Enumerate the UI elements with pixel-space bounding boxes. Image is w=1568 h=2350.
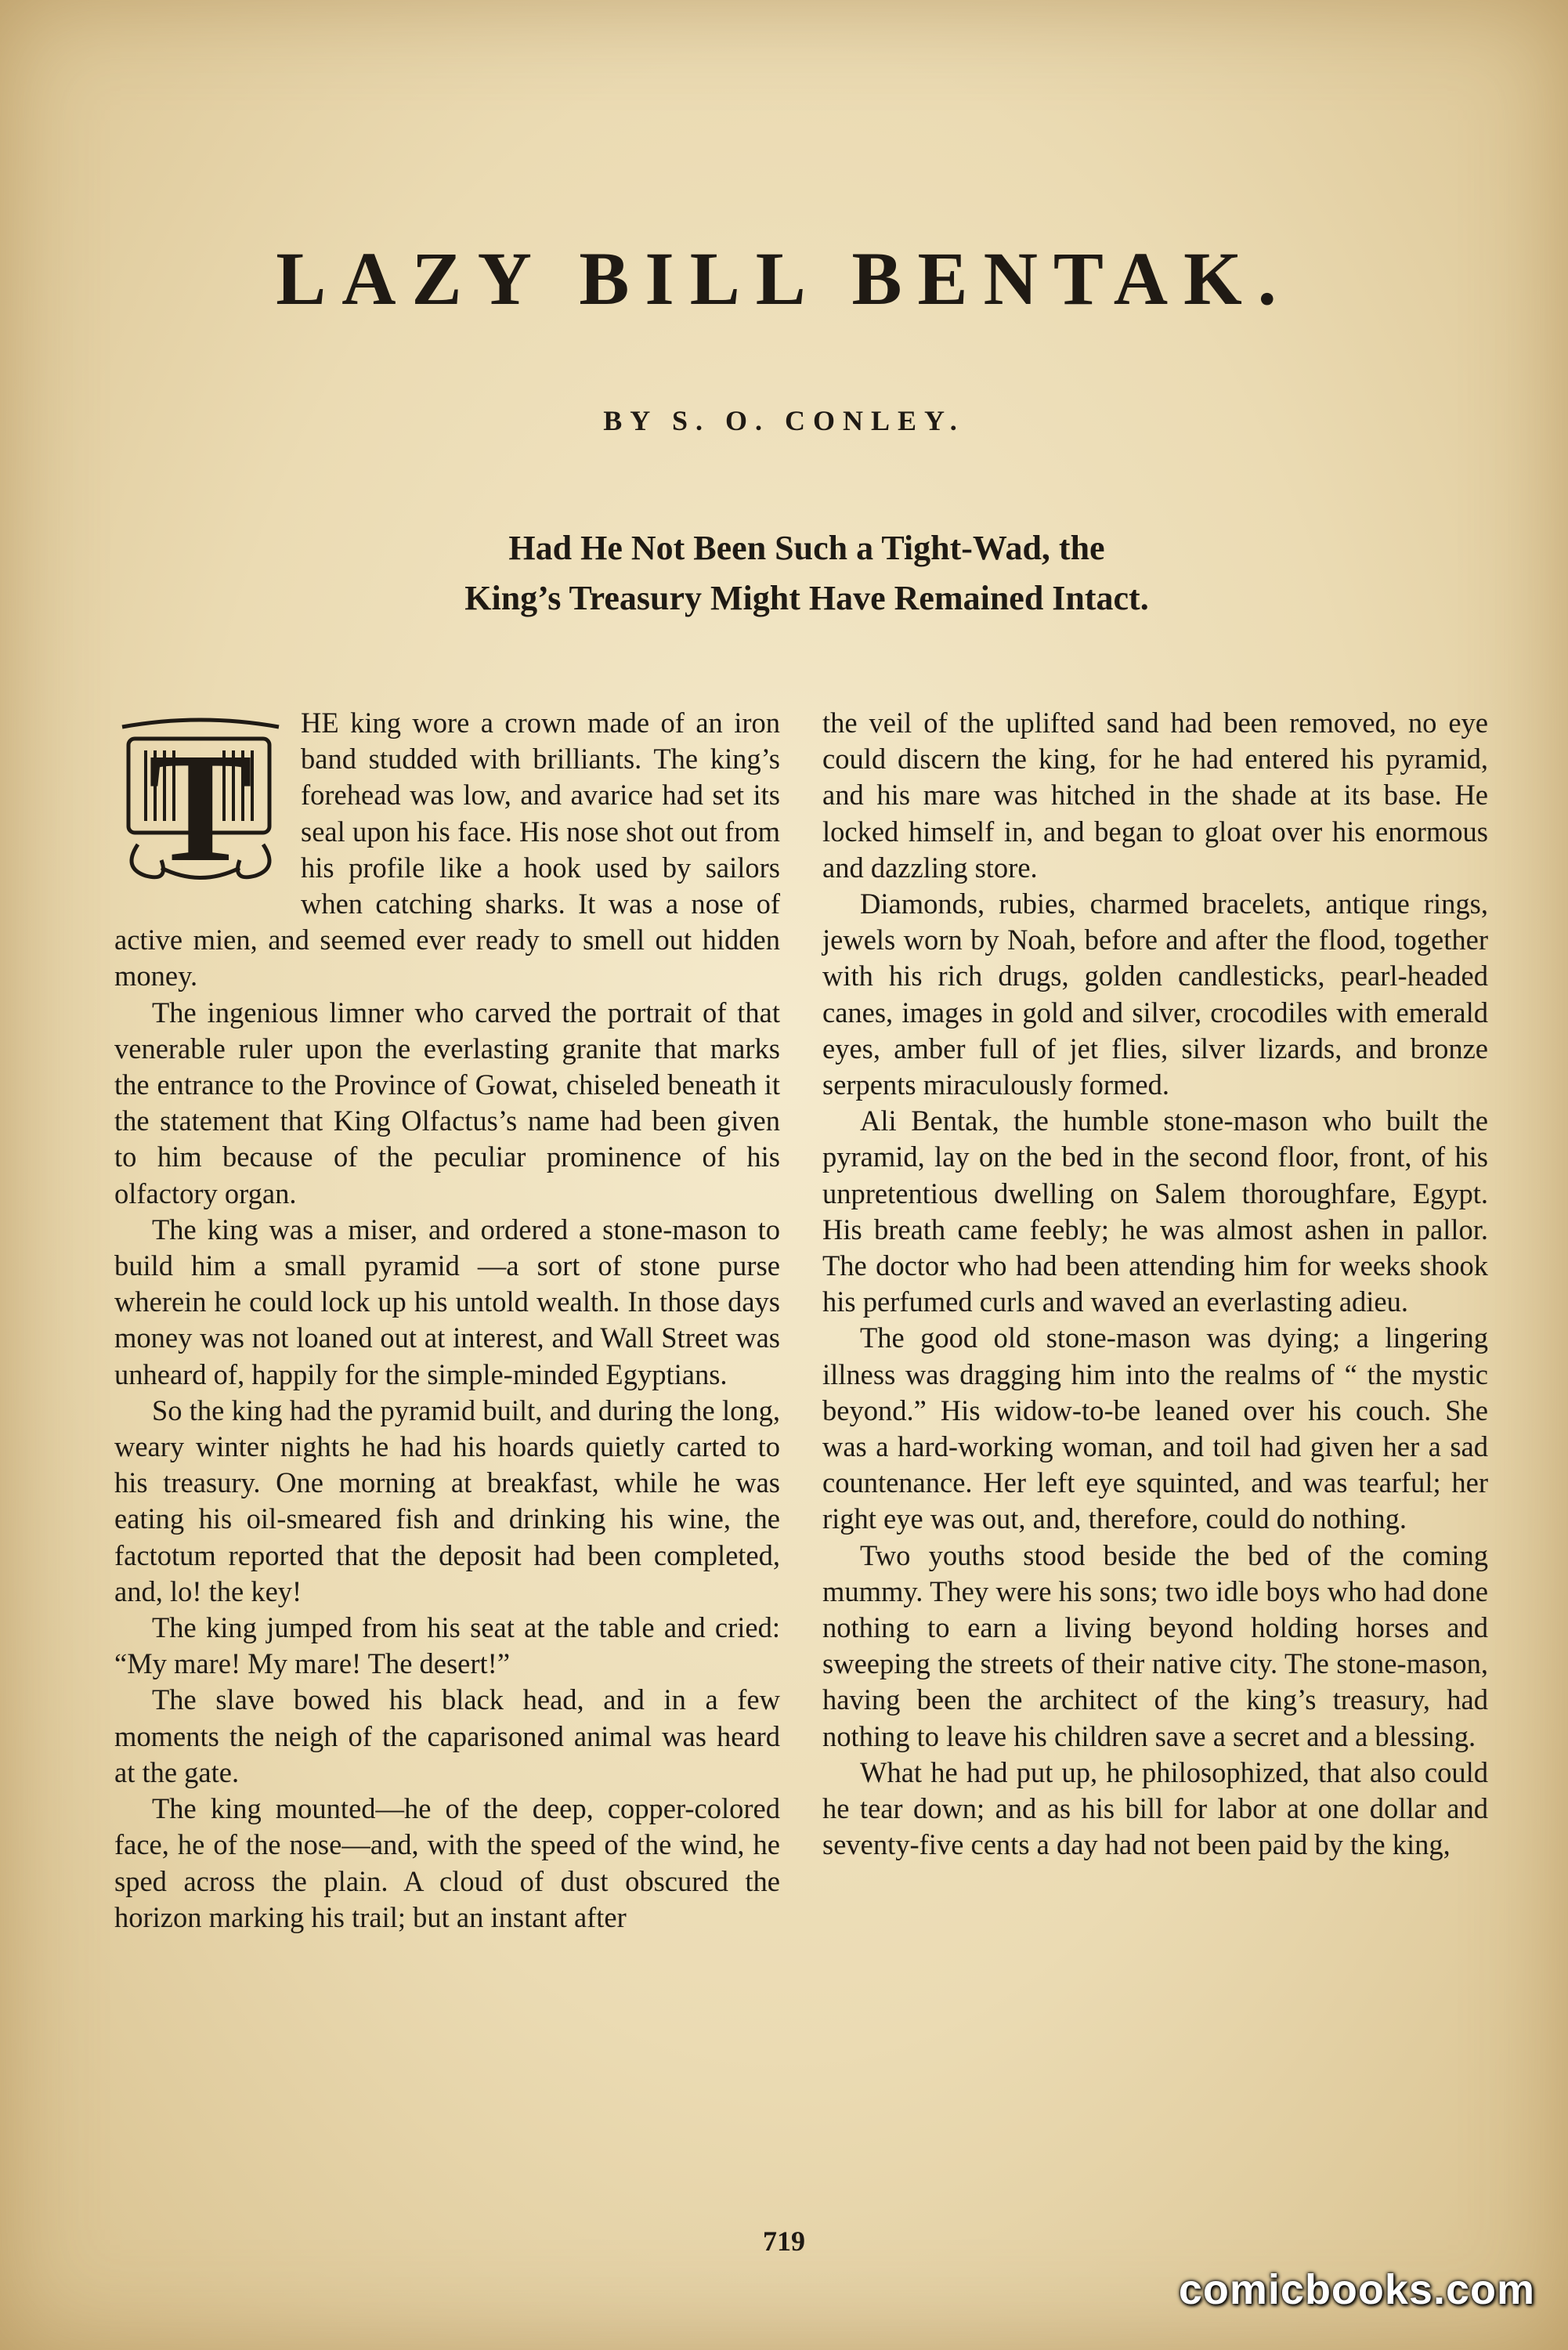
paragraph: The king jumped from his seat at the table and cried: “My mare! My mare! The desert!” <box>114 1611 780 1680</box>
paragraph: So the king had the pyramid built, and during the long, weary winter nights he had his hoards quietly carted to his treasury. One morning at breakfast, while he was eating his oil-smeared fish and drinking his wine, the factotum reported that the deposit had been completed, and, lo! the key! <box>114 1394 780 1607</box>
article-byline: BY S. O. CONLEY. <box>603 405 965 436</box>
watermark: comicbooks.com <box>1178 2266 1535 2313</box>
drop-cap-letter: T <box>148 721 253 888</box>
paragraph: Two youths stood beside the bed of the coming mummy. They were his sons; two idle boys who had done nothing to earn a living beyond holding horses and sweeping the streets of their native city. The stone-mason, having been the architect of the king’s treasury, had nothing to leave his children save a secret and a blessing. <box>822 1538 1488 1752</box>
paragraph: The ingenious limner who carved the portrait of that venerable ruler upon the everlasting granite that marks the entrance to the Province of Gowat, chiseled beneath it the statement that King Olfactus’s name had been given to him because of the peculiar prominence of his olfactory organ. <box>114 996 780 1209</box>
paragraph: What he had put up, he philosophized, that also could he tear down; and as his bill for labor at one dollar and seventy-five cents a day had not been paid by the king, <box>822 1755 1488 1861</box>
paragraph: Diamonds, rubies, charmed bracelets, antique rings, jewels worn by Noah, before and after the flood, together with his rich drugs, golden candlesticks, pearl-headed canes, images in gold and silver, crocodiles with emerald eyes, amber full of jet flies, silver lizards, and bronze serpents miraculously formed. <box>822 888 1488 1101</box>
paragraph: The good old stone-mason was dying; a lingering illness was dragging him into the realms of “ the mystic beyond.” His widow-to-be leaned over his couch. She was a hard-working woman, and toil had given her a sad countenance. Her left eye squinted, and was tearful; her right eye was out, and, therefore, could do nothing. <box>822 1321 1488 1535</box>
paragraph: Ali Bentak, the humble stone-mason who built the pyramid, lay on the bed in the second floor, front, of his unpretentious dwelling on Salem thoroughfare, Egypt. His breath came feebly; he was almost ashen in pallor. The doctor who had been attending him for weeks shook his perfumed curls and waved an everlasting adieu. <box>822 1104 1488 1318</box>
paragraph: HE king wore a crown made of an iron band studded with brilliants. The king’s forehead was low, and avarice had set its seal upon his face. His nose shot out from his profile like a hook used by sailors when catching sharks. It was a nose of active mien, and seemed ever ready to smell out hidden money. <box>114 707 780 992</box>
paragraph: The king was a miser, and ordered a stone-mason to build him a small pyramid —a sort of stone purse wherein he could lock up his untold wealth. In those days money was not loaned out at interest, and Wall Street was unheard of, happily for the simple-minded Egyptians. <box>114 1213 780 1390</box>
subtitle-line-1: Had He Not Been Such a Tight-Wad, the <box>508 529 1105 567</box>
paragraph: The slave bowed his black head, and in a few moments the neigh of the caparisoned animal was heard at the gate. <box>114 1683 780 1788</box>
article-title: LAZY BILL BENTAK. <box>276 237 1292 320</box>
drop-cap-t-ornament <box>114 711 287 888</box>
right-column <box>822 705 1488 1864</box>
article-subtitle <box>313 523 1300 624</box>
paragraph: The king mounted—he of the deep, copper-colored face, he of the nose—and, with the speed of the wind, he sped across the plain. A cloud of dust obscured the horizon marking his trail; but an instant after <box>114 1792 780 1933</box>
subtitle-line-2: King’s Treasury Might Have Remained Intact. <box>464 579 1149 617</box>
page-number: 719 <box>763 2225 805 2257</box>
left-column <box>114 705 780 1936</box>
paragraph: the veil of the uplifted sand had been removed, no eye could discern the king, for he had entered his pyramid, and his mare was hitched in the shade at its base. He locked himself in, and began to gloat over his enormous and dazzling store. <box>822 707 1488 884</box>
